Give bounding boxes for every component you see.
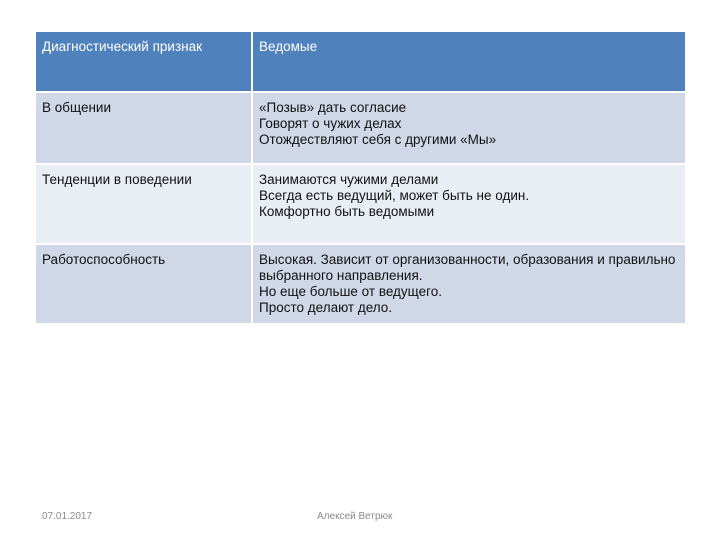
- header-diagnostic-sign: Диагностический признак: [36, 32, 253, 93]
- cell-line: Отождествляют себя с другими «Мы»: [259, 132, 497, 147]
- header-followers: Ведомые: [253, 32, 685, 93]
- row-label-behavior: Тенденции в поведении: [36, 165, 253, 245]
- cell-line: Всегда есть ведущий, может быть не один.: [259, 188, 530, 203]
- cell-line: Но еще больше от ведущего.: [259, 284, 443, 299]
- cell-line: Занимаются чужими делами: [259, 172, 439, 187]
- table-row: [36, 93, 685, 165]
- row-label-performance: Работоспособность: [36, 245, 253, 325]
- table-row: [36, 245, 685, 325]
- row-label-communication: В общении: [36, 93, 253, 165]
- row-content-communication: [253, 93, 685, 165]
- comparison-table: [36, 32, 685, 325]
- cell-line: Просто делают дело.: [259, 300, 393, 315]
- footer-date: 07.01.2017: [42, 511, 93, 522]
- table-header-row: [36, 32, 685, 93]
- cell-line: Высокая. Зависит от организованности, образования и правильно выбранного направления.: [259, 252, 676, 283]
- cell-line: Комфортно быть ведомыми: [259, 204, 435, 219]
- footer-author: Алексей Ветрюк: [317, 511, 393, 522]
- cell-line: «Позыв» дать согласие: [259, 100, 407, 115]
- cell-line: Говорят о чужих делах: [259, 116, 402, 131]
- row-content-performance: [253, 245, 685, 325]
- row-content-behavior: [253, 165, 685, 245]
- table-row: [36, 165, 685, 245]
